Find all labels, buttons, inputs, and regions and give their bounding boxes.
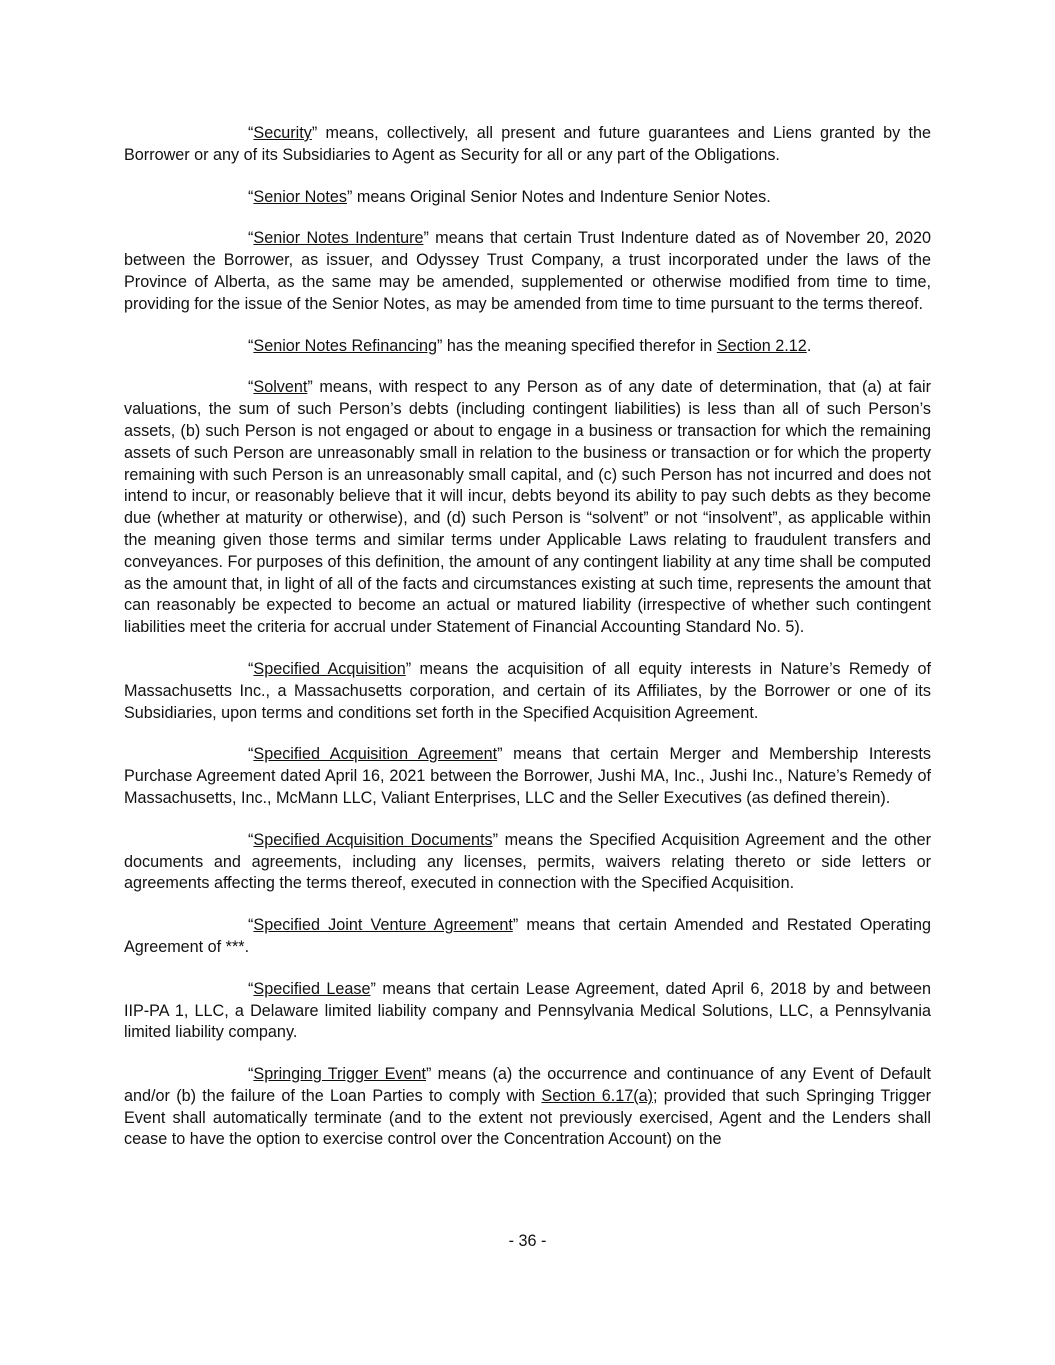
defined-term: Specified Lease — [253, 979, 371, 998]
document-body — [124, 123, 931, 1171]
defined-term: Security — [253, 124, 312, 142]
definition-specified-acquisition-documents: “Specified Acquisition Documents” means the Specified Acquisition Agreement and the other documents and agreements, including any licenses, permits, waivers relating thereto or side letters or agreements affecting the terms thereof, executed in connection with the Specified Acquisition. — [124, 830, 931, 893]
definition-solvent: “Solvent” means, with respect to any Person as of any date of determination, that (a) at fair valuations, the sum of such Person’s debts (including contingent liabilities) is less than all of such Person’s assets, (b) such Person is not engaged or about to engage in a business or transaction for which the remaining assets of such Person are unreasonably small in relation to the business or transaction or for which the property remaining with such Person is an unreasonably small capital, and (c) such Person has not incurred and does not intend to incur, or reasonably believe that it will incur, debts beyond its ability to pay such debts as they become due (whether at maturity or otherwise), and (d) such Person is “solvent” or not “insolvent”, as applicable within the meaning given those terms and similar terms under Applicable Laws relating to fraudulent transfers and conveyances. For purposes of this definition, the amount of any contingent liability at any time shall be computed as the amount that, in light of all of the facts and circumstances existing at such time, represents the amount that can reasonably be expected to become an actual or matured liability (irrespective of whether such contingent liabilities meet the criteria for accrual under Statement of Financial Accounting Standard No. 5). — [124, 378, 931, 637]
definition-specified-acquisition-agreement: “Specified Acquisition Agreement” means that certain Merger and Membership Interests Purchase Agreement dated April 16, 2021 between the Borrower, Jushi MA, Inc., Jushi Inc., Nature’s Remedy of Massachusetts, Inc., McMann LLC, Valiant Enterprises, LLC and the Seller Executives (as defined therein). — [124, 745, 932, 807]
defined-term: Specified Acquisition Agreement — [253, 745, 498, 764]
defined-term: Specified Acquisition Documents — [253, 830, 493, 849]
section-reference: Section 6.17(a) — [541, 1086, 653, 1105]
defined-term: Senior Notes — [253, 187, 347, 206]
definition-senior-notes: “Senior Notes” means Original Senior Notes and Indenture Senior Notes. — [248, 187, 771, 206]
definition-text: means, with respect to any Person as of any date of determination, that (a) at fair valuations, the sum of such Person’s debts (including contingent liabilities) is less than all of such Person’s assets, (b) such Person is not engaged or about to engage in a business or transaction for which the remaining assets of such Person are unreasonably small in relation to the business or transaction or for which the property remaining with such Person is an unreasonably small capital, and (c) such Person has not incurred and does not intend to incur, or reasonably believe that it will incur, debts beyond its ability to pay such debts as they become due (whether at maturity or otherwise), and (d) such Person is “solvent” or not “insolvent”, as applicable within the meaning given those terms and similar terms under Applicable Laws relating to fraudulent transfers and conveyances. For purposes of this definition, the amount of any contingent liability at any time shall be computed as the amount that, in light of all of the facts and circumstances existing at such time, represents the amount that can reasonably be expected to become an actual or matured liability (irrespective of whether such contingent liabilities meet the criteria for accrual under Statement of Financial Accounting Standard No. 5). — [124, 378, 931, 637]
defined-term: Springing Trigger Event — [253, 1065, 427, 1084]
definition-text: has the meaning specified therefor in — [442, 336, 717, 355]
definition-text: means that certain Lease Agreement, dated April 6, 2018 by and between IIP-PA 1, LLC, a Delaware limited liability company and Pennsylvania Medical Solutions, LLC, a Pennsylvania limited liability company. — [124, 979, 931, 1042]
definition-specified-lease: “Specified Lease” means that certain Lease Agreement, dated April 6, 2018 by and between IIP-PA 1, LLC, a Delaware limited liability company and Pennsylvania Medical Solutions, LLC, a Pennsylvania limited liability company. — [124, 979, 931, 1042]
defined-term: Specified Joint Venture Agreement — [253, 916, 513, 935]
definition-text-end: ; provided that such Springing Trigger Event shall automatically terminate (and to the extent not previously exercised, Agent and the Lenders shall cease to have the option to exercise control over the Concentration Account) on the — [124, 1086, 932, 1149]
page-number: - 36 - — [508, 1232, 547, 1250]
definition-springing-trigger-event: “Springing Trigger Event” means (a) the occurrence and continuance of any Event of Default and/or (b) the failure of the Loan Parties to comply with Section 6.17(a); provided that such Springing Trigger Event shall automatically terminate (and to the extent not previously exercised, Agent and the Lenders shall cease to have the option to exercise control over the Concentration Account) on the — [124, 1065, 932, 1149]
defined-term: Solvent — [253, 378, 308, 397]
definition-text: means that certain Merger and Membership Interests Purchase Agreement dated April 16, 2021 between the Borrower, Jushi MA, Inc., Jushi Inc., Nature’s Remedy of Massachusetts, Inc., McMann LLC, Valiant Enterprises, LLC and the Seller Executives (as defined therein). — [124, 745, 932, 807]
definition-senior-notes-refinancing: “Senior Notes Refinancing” has the meaning specified therefor in Section 2.12. — [248, 336, 812, 355]
definition-text: means (a) the occurrence and continuance of any Event of Default and/or (b) the failure of the Loan Parties to comply with — [124, 1065, 931, 1105]
definition-text: means that certain Trust Indenture dated as of November 20, 2020 between the Borrower, as issuer, and Odyssey Trust Company, a trust incorporated under the laws of the Province of Alberta, as the same may be amended, supplemented or otherwise modified from time to time, providing for the issue of the Senior Notes, as may be amended from time to time pursuant to the terms thereof. — [124, 229, 932, 313]
definition-text: means the acquisition of all equity interests in Nature’s Remedy of Massachusetts Inc., a Massachusetts corporation, and certain of its Affiliates, by the Borrower or one of its Subsidiaries, upon terms and conditions set forth in the Specified Acquisition Agreement. — [124, 659, 931, 722]
defined-term: Senior Notes Refinancing — [253, 336, 437, 355]
defined-term: Specified Acquisition — [253, 659, 406, 678]
definition-security: “Security” means, collectively, all present and future guarantees and Liens granted by the Borrower or any of its Subsidiaries to Agent as Security for all or any part of the Obligations. — [124, 124, 931, 164]
defined-term: Senior Notes Indenture — [253, 229, 424, 248]
definition-specified-acquisition: “Specified Acquisition” means the acquisition of all equity interests in Nature’s Remedy of Massachusetts Inc., a Massachusetts corporation, and certain of its Affiliates, by the Borrower or one of its Subsidiaries, upon terms and conditions set forth in the Specified Acquisition Agreement. — [124, 659, 931, 722]
definition-text: means Original Senior Notes and Indenture Senior Notes. — [352, 187, 771, 206]
section-reference: Section 2.12 — [716, 336, 807, 355]
definition-text-end: . — [806, 336, 812, 355]
definition-text: means, collectively, all present and future guarantees and Liens granted by the Borrower or any of its Subsidiaries to Agent as Security for all or any part of the Obligations. — [124, 124, 931, 164]
definition-text: means that certain Amended and Restated Operating Agreement of ***. — [124, 916, 931, 956]
definition-senior-notes-indenture: “Senior Notes Indenture” means that certain Trust Indenture dated as of November 20, 2020 between the Borrower, as issuer, and Odyssey Trust Company, a trust incorporated under the laws of the Province of Alberta, as the same may be amended, supplemented or otherwise modified from time to time, providing for the issue of the Senior Notes, as may be amended from time to time pursuant to the terms thereof. — [124, 229, 932, 313]
definition-specified-joint-venture-agreement: “Specified Joint Venture Agreement” means that certain Amended and Restated Operating Agreement of ***. — [124, 916, 931, 956]
definition-text: means the Specified Acquisition Agreement and the other documents and agreements, including any licenses, permits, waivers relating thereto or side letters or agreements affecting the terms thereof, executed in connection with the Specified Acquisition. — [124, 830, 931, 893]
